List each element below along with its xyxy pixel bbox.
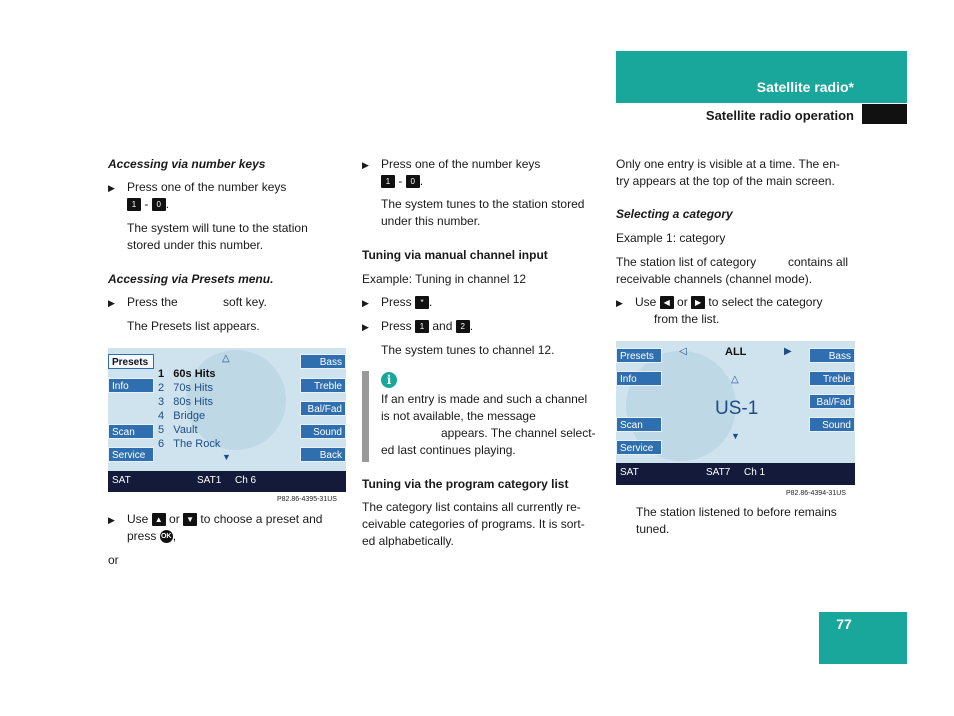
figure-caption: P82.86-4395-31US — [277, 496, 337, 503]
instruction-soft-key: soft key. — [223, 295, 267, 309]
key-range-2: 1 - 0 . — [381, 173, 423, 190]
preset-row[interactable]: 6 The Rock — [158, 438, 221, 450]
arrow-right-key-icon: ▶ — [691, 296, 705, 309]
category-next-icon[interactable]: ▶ — [784, 346, 792, 357]
text-category-3: ed alphabetically. — [362, 534, 454, 548]
softkey-service[interactable]: Service — [616, 440, 662, 455]
key-1-icon: 1 — [381, 175, 395, 188]
text-example-category: Example 1: category — [616, 231, 726, 245]
text-one-entry-1: Only one entry is visible at a time. The en- — [616, 157, 840, 171]
status-sat: SAT7 — [706, 467, 731, 478]
instruction-press-ok: press OK, — [127, 529, 177, 543]
dot: . — [165, 197, 170, 211]
status-band: SAT — [620, 467, 639, 478]
bullet-arrow-icon: ▶ — [616, 298, 623, 308]
info-text-1: If an entry is made and such a channel — [381, 392, 588, 406]
softkey-info[interactable]: Info — [616, 371, 662, 386]
text-presets-appears: The Presets list appears. — [127, 319, 260, 333]
figure-caption: P82.86-4394-31US — [786, 490, 846, 497]
bullet-arrow-icon: ▶ — [108, 515, 115, 525]
scroll-up-icon[interactable]: △ — [731, 374, 739, 385]
bullet-arrow-icon: ▶ — [362, 322, 369, 332]
text-or: or — [108, 553, 119, 567]
scroll-down-icon[interactable]: ▼ — [222, 452, 231, 462]
section-title: Satellite radio* — [756, 79, 854, 95]
scroll-down-icon[interactable]: ▼ — [731, 431, 740, 441]
text-station-list-3: receivable channels (channel mode). — [616, 272, 813, 286]
category-label: ALL — [725, 346, 747, 358]
text-tunes-stored-1: The system tunes to the station stored — [381, 197, 585, 211]
header-marker — [862, 104, 907, 124]
preset-row[interactable]: 3 80s Hits — [158, 396, 214, 408]
star-key-icon: * — [415, 296, 429, 309]
text-tunes-stored-2: under this number. — [381, 214, 481, 228]
instruction-number-keys-2: Press one of the number keys — [381, 157, 541, 171]
arrow-left-key-icon: ◀ — [660, 296, 674, 309]
softkey-sound[interactable]: Sound — [809, 417, 855, 432]
text-one-entry-2: try appears at the top of the main screen. — [616, 174, 835, 188]
key-1-icon: 1 — [415, 320, 429, 333]
bullet-arrow-icon: ▶ — [108, 183, 115, 193]
softkey-treble[interactable]: Treble — [809, 371, 855, 386]
instruction-press-star: Press * . — [381, 295, 433, 309]
text-tunes-ch12: The system tunes to channel 12. — [381, 343, 555, 357]
status-sat: SAT1 — [197, 475, 222, 486]
channel-display: US-1 — [715, 398, 759, 419]
softkey-scan[interactable]: Scan — [108, 424, 154, 439]
instruction-press-1-2: Press 1 and 2 . — [381, 319, 474, 333]
text-category-1: The category list contains all currently re- — [362, 500, 581, 514]
softkey-bal-fad[interactable]: Bal/Fad — [809, 394, 855, 409]
instruction-choose-preset: Use ▲ or ▼ to choose a preset and — [127, 512, 323, 526]
text-category-2: ceivable categories of programs. It is sort- — [362, 517, 585, 531]
status-channel: Ch 6 — [235, 475, 257, 486]
header-band — [616, 51, 907, 103]
text-station-list-1: The station list of category — [616, 255, 757, 269]
ok-button-icon: OK — [160, 530, 173, 543]
text-remains-2: tuned. — [636, 522, 670, 536]
info-text-2: is not available, the message — [381, 409, 536, 423]
softkey-bal-fad[interactable]: Bal/Fad — [300, 401, 346, 416]
key-range — [127, 196, 169, 213]
info-text-4: ed last continues playing. — [381, 443, 516, 457]
text-tune-stored-2: stored under this number. — [127, 238, 264, 252]
instruction-select-category: Use ◀ or ▶ to select the category — [635, 295, 823, 309]
instruction-press-the: Press the — [127, 295, 178, 309]
softkey-back[interactable]: Back — [300, 447, 346, 462]
key-1-icon: 1 — [127, 198, 141, 211]
softkey-sound[interactable]: Sound — [300, 424, 346, 439]
text-tune-stored-1: The system will tune to the station — [127, 221, 308, 235]
info-box-bar — [362, 371, 369, 462]
text-from-list: from the list. — [654, 312, 720, 326]
key-2-icon: 2 — [456, 320, 470, 333]
softkey-presets[interactable]: Presets — [108, 354, 154, 369]
heading-selecting-category: Selecting a category — [616, 207, 733, 221]
softkey-treble[interactable]: Treble — [300, 378, 346, 393]
heading-manual-channel: Tuning via manual channel input — [362, 248, 548, 262]
arrow-down-key-icon: ▼ — [183, 513, 197, 526]
softkey-bass[interactable]: Bass — [809, 348, 855, 363]
status-bar — [616, 463, 855, 485]
instruction-number-keys: Press one of the number keys — [127, 180, 287, 194]
status-band: SAT — [112, 475, 131, 486]
bullet-arrow-icon: ▶ — [362, 298, 369, 308]
heading-category-list: Tuning via the program category list — [362, 477, 569, 491]
page-number: 77 — [836, 616, 852, 632]
softkey-scan[interactable]: Scan — [616, 417, 662, 432]
text-station-list-2: contains all — [788, 255, 849, 269]
scroll-up-icon[interactable]: △ — [222, 353, 230, 364]
heading-presets-menu: Accessing via Presets menu. — [108, 272, 274, 286]
heading-number-keys: Accessing via number keys — [108, 157, 266, 171]
key-0-icon: 0 — [152, 198, 166, 211]
dash: - — [144, 197, 149, 211]
preset-row[interactable]: 5 Vault — [158, 424, 198, 436]
category-prev-icon[interactable]: ◁ — [679, 346, 687, 357]
arrow-up-key-icon: ▲ — [152, 513, 166, 526]
preset-row[interactable]: 2 70s Hits — [158, 382, 214, 394]
bullet-arrow-icon: ▶ — [362, 160, 369, 170]
softkey-bass[interactable]: Bass — [300, 354, 346, 369]
status-channel: Ch 1 — [744, 467, 766, 478]
status-bar — [108, 471, 346, 492]
category-screen — [616, 341, 855, 485]
softkey-info[interactable]: Info — [108, 378, 154, 393]
key-0-icon: 0 — [406, 175, 420, 188]
presets-screen — [108, 348, 346, 492]
softkey-presets[interactable]: Presets — [616, 348, 662, 363]
info-icon: i — [381, 372, 397, 388]
bullet-arrow-icon: ▶ — [108, 298, 115, 308]
text-remains-1: The station listened to before remains — [636, 505, 837, 519]
softkey-service[interactable]: Service — [108, 447, 154, 462]
text-example-ch12: Example: Tuning in channel 12 — [362, 272, 527, 286]
section-subtitle: Satellite radio operation — [705, 108, 854, 123]
info-text-3: appears. The channel select- — [441, 426, 596, 440]
preset-row[interactable]: 4 Bridge — [158, 410, 206, 422]
preset-row[interactable]: 1 60s Hits — [158, 368, 216, 380]
